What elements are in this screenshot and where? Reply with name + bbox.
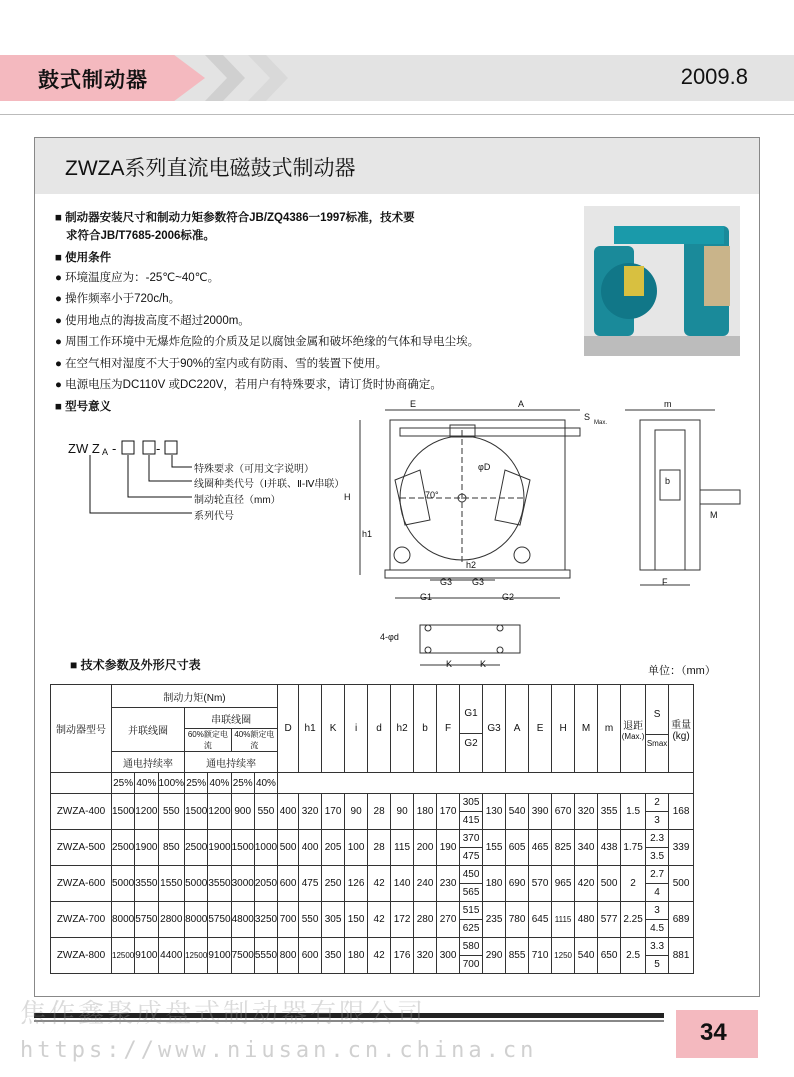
header-A: A [506,685,529,773]
header-duty-series: 通电持续率 [185,752,278,773]
smax-cell: 4 [646,884,669,902]
dimension-cell: 42 [368,938,391,974]
header-rated60: 60%额定电流 [185,729,232,752]
torque-cell: 900 [231,794,254,830]
torque-cell: 850 [158,830,185,866]
torque-cell: 5550 [254,938,277,974]
header-K: K [322,685,345,773]
dimension-cell: 320 [299,794,322,830]
model-code: ZW Z [68,441,100,456]
model-meaning-item: 线圈种类代号（Ⅰ并联、Ⅱ-Ⅳ串联） [194,479,345,490]
spec-line: 求符合JB/T7685-2006标准。 [66,230,215,242]
smax-cell: 5 [646,956,669,974]
weight-cell: 339 [669,830,694,866]
dimension-cell: 475 [299,866,322,902]
s-cell: 3 [646,902,669,920]
header-retreat-label: 退距 [623,720,644,732]
dimension-cell: 115 [391,830,414,866]
svg-text:70°: 70° [425,490,439,500]
svg-text:M: M [710,510,718,520]
table-row [51,938,694,956]
dimension-cell: 438 [598,830,621,866]
svg-text:-: - [112,441,117,456]
spec-line: ● 周围工作环境中无爆炸危险的介质及足以腐蚀金属和破坏绝缘的气体和导电尘埃。 [55,336,480,348]
dimension-cell: 270 [437,902,460,938]
dimension-cell: 170 [322,794,345,830]
g1-cell: 305 [460,794,483,812]
dimension-cell: 650 [598,938,621,974]
header-G3: G3 [483,685,506,773]
header-Smax: Smax [646,739,668,748]
dimension-cell: 305 [322,902,345,938]
dimension-cell: 780 [506,902,529,938]
s-cell: 2.3 [646,830,669,848]
svg-text:b: b [665,476,671,486]
header-g1-g2 [460,685,483,773]
retreat-cell: 2.5 [621,938,646,974]
dimension-cell: 500 [278,830,299,866]
dimension-cell: 280 [414,902,437,938]
header-S-label: S [653,709,661,720]
svg-text:φD: φD [478,462,491,472]
dimension-cell: 320 [414,938,437,974]
model-cell: ZWZA-400 [51,794,112,830]
weight-cell: 689 [669,902,694,938]
dimension-cell: 28 [368,830,391,866]
table-row [51,902,694,920]
dimension-cell: 130 [483,794,506,830]
g1-cell: 370 [460,830,483,848]
s-cell: 2 [646,794,669,812]
torque-cell: 12500 [185,938,208,974]
page-number-box [676,1010,758,1058]
dimension-cell: 340 [575,830,598,866]
dimension-cell: 155 [483,830,506,866]
header-rated40: 40%额定电流 [231,729,278,752]
retreat-cell: 2.25 [621,902,646,938]
dimension-cell: 700 [278,902,299,938]
torque-cell: 1500 [185,794,208,830]
dimension-cell: 965 [552,866,575,902]
g2-cell: 415 [460,812,483,830]
dimension-cell: 550 [299,902,322,938]
brake-photo-illustration [584,206,740,356]
header-pct: 25% [185,773,208,794]
dimension-cell: 170 [437,794,460,830]
torque-cell: 1900 [135,830,158,866]
dimension-cell: 150 [345,902,368,938]
torque-cell: 9100 [135,938,158,974]
dimension-cell: 390 [529,794,552,830]
svg-text:G2: G2 [502,592,515,602]
weight-cell: 881 [669,938,694,974]
dimension-cell: 690 [506,866,529,902]
page-number: 34 [700,1019,727,1046]
svg-text:A: A [518,399,525,409]
header-M: M [575,685,598,773]
torque-cell: 5000 [185,866,208,902]
dimension-cell: 577 [598,902,621,938]
dimension-cell: 230 [437,866,460,902]
torque-cell: 2050 [254,866,277,902]
dimension-cell: 240 [414,866,437,902]
header-i: i [345,685,368,773]
dimension-cell: 42 [368,902,391,938]
header-b: b [414,685,437,773]
dimension-cell: 570 [529,866,552,902]
svg-text:4-φd: 4-φd [380,632,399,642]
table-section-title: ■ 技术参数及外形尺寸表 [70,658,201,672]
torque-cell: 5000 [112,866,135,902]
header-h1: h1 [299,685,322,773]
dimension-cell: 235 [483,902,506,938]
torque-cell: 1500 [112,794,135,830]
g1-cell: 515 [460,902,483,920]
header-G2: G2 [464,738,478,749]
svg-text:E: E [410,399,417,409]
svg-text:K: K [480,659,487,669]
torque-cell: 550 [158,794,185,830]
model-meaning-item: 特殊要求（可用文字说明） [194,464,314,475]
header-pct: 25% [231,773,254,794]
header-F: F [437,685,460,773]
torque-cell: 2500 [112,830,135,866]
dimension-cell: 190 [437,830,460,866]
header-date: 2009.8 [680,64,748,89]
spec-line: ● 电源电压为DC110V 或DC220V，若用户有特殊要求，请订货时协商确定。 [55,379,442,391]
retreat-cell: 2 [621,866,646,902]
svg-text:h1: h1 [362,529,373,539]
svg-text:F: F [662,577,668,587]
dimension-cell: 540 [506,794,529,830]
dimension-cell: 180 [414,794,437,830]
header-parallel: 并联线圈 [112,708,185,752]
torque-cell: 1500 [231,830,254,866]
dimension-cell: 320 [575,794,598,830]
smax-cell: 3 [646,812,669,830]
model-cell: ZWZA-600 [51,866,112,902]
torque-cell: 550 [254,794,277,830]
dimension-cell: 300 [437,938,460,974]
dimension-cell: 350 [322,938,345,974]
torque-cell: 4400 [158,938,185,974]
header-retreat-max: (Max.) [621,731,645,741]
unit-label: 单位：（mm） [648,665,716,677]
dimension-cell: 420 [575,866,598,902]
dimension-cell: 645 [529,902,552,938]
svg-text:-: - [156,441,161,456]
header-weight-unit: (kg) [672,730,690,742]
dimension-cell: 90 [391,794,414,830]
dimension-cell: 500 [598,866,621,902]
table-row [51,830,694,848]
dimension-cell: 290 [483,938,506,974]
dimension-cell: 176 [391,938,414,974]
table-row [51,794,694,812]
watermark-url: https://www.niusan.cn.china.cn [20,1038,538,1063]
svg-text:A: A [102,447,109,457]
dimension-cell: 800 [278,938,299,974]
dimension-cell: 172 [391,902,414,938]
header-h2: h2 [391,685,414,773]
g2-cell: 475 [460,848,483,866]
torque-cell: 9100 [208,938,231,974]
product-photo [584,206,740,356]
header-blank [51,773,112,794]
header-weight [669,685,694,773]
dimension-cell: 180 [483,866,506,902]
torque-cell: 7500 [231,938,254,974]
header-torque: 制动力矩(Nm) [112,685,278,708]
header-G1: G1 [464,708,478,719]
dimension-cell: 100 [345,830,368,866]
torque-cell: 5750 [208,902,231,938]
header-retreat [621,685,646,773]
watermark-company: 焦作鑫聚成盘式制动器有限公司 [20,998,427,1028]
spec-heading: ■ 型号意义 [55,401,112,413]
header-E: E [529,685,552,773]
dimension-cell: 480 [575,902,598,938]
g2-cell: 565 [460,884,483,902]
dimension-cell: 465 [529,830,552,866]
smax-cell: 4.5 [646,920,669,938]
dimension-cell: 400 [278,794,299,830]
model-meaning-item: 制动轮直径（mm） [194,495,281,506]
table-row [51,866,694,884]
dimension-cell: 250 [322,866,345,902]
svg-text:G1: G1 [420,592,433,602]
header-pct: 40% [208,773,231,794]
svg-text:G3: G3 [472,577,485,587]
s-cell: 3.3 [646,938,669,956]
header-m: m [598,685,621,773]
header-pct: 40% [135,773,158,794]
spec-heading: ■ 使用条件 [55,252,112,264]
header-divider [0,114,794,115]
g2-cell: 700 [460,956,483,974]
model-cell: ZWZA-800 [51,938,112,974]
spec-line: ● 操作频率小于720c/h。 [55,293,181,305]
header-weight-label: 重量 [671,719,692,731]
dimension-cell: 670 [552,794,575,830]
model-cell: ZWZA-500 [51,830,112,866]
torque-cell: 1550 [158,866,185,902]
torque-cell: 2800 [158,902,185,938]
header-pct: 40% [254,773,277,794]
torque-cell: 2500 [185,830,208,866]
dimension-cell: 600 [278,866,299,902]
torque-cell: 4800 [231,902,254,938]
dimension-cell: 28 [368,794,391,830]
dimension-cell: 540 [575,938,598,974]
svg-text:h2: h2 [466,560,477,570]
dimension-cell: 710 [529,938,552,974]
torque-cell: 8000 [112,902,135,938]
torque-cell: 3550 [208,866,231,902]
torque-cell: 12500 [112,938,135,974]
header-S [646,685,669,773]
torque-cell: 8000 [185,902,208,938]
product-title-bar [35,138,759,194]
dimension-cell: 600 [299,938,322,974]
retreat-cell: 1.75 [621,830,646,866]
spec-table [50,684,694,974]
torque-cell: 3250 [254,902,277,938]
retreat-cell: 1.5 [621,794,646,830]
torque-cell: 3000 [231,866,254,902]
header-blank [278,773,694,794]
svg-text:H: H [344,492,351,502]
torque-cell: 5750 [135,902,158,938]
dimension-cell: 855 [506,938,529,974]
spec-line: ■ 制动器安装尺寸和制动力矩参数符合JB/ZQ4386一1997标准，技术要 [55,212,415,224]
torque-cell: 1000 [254,830,277,866]
smax-cell: 3.5 [646,848,669,866]
svg-text:S: S [584,412,591,422]
header-D: D [278,685,299,773]
header-pct: 25% [112,773,135,794]
dimension-cell: 180 [345,938,368,974]
header-category: 鼓式制动器 [38,69,148,92]
weight-cell: 168 [669,794,694,830]
torque-cell: 3550 [135,866,158,902]
torque-cell: 1200 [208,794,231,830]
spec-line: ● 在空气相对湿度不大于90%的室内或有防雨、雪的装置下使用。 [55,358,388,370]
dimension-cell: 825 [552,830,575,866]
header-pct: 100% [158,773,185,794]
dimension-cell: 1115 [552,902,575,938]
spec-line: ● 使用地点的海拔高度不超过2000m。 [55,315,250,327]
weight-cell: 500 [669,866,694,902]
dimension-cell: 1250 [552,938,575,974]
svg-text:K: K [446,659,453,669]
g1-cell: 580 [460,938,483,956]
dimension-cell: 126 [345,866,368,902]
dimension-cell: 200 [414,830,437,866]
header-duty-parallel: 通电持续率 [112,752,185,773]
dimension-cell: 205 [322,830,345,866]
svg-text:Max.: Max. [594,420,608,426]
header-d: d [368,685,391,773]
svg-text:G3: G3 [440,577,453,587]
header-series: 串联线圈 [185,708,278,729]
dimension-cell: 400 [299,830,322,866]
dimension-cell: 140 [391,866,414,902]
g1-cell: 450 [460,866,483,884]
product-title: ZWZA系列直流电磁鼓式制动器 [65,157,356,180]
s-cell: 2.7 [646,866,669,884]
dimension-cell: 355 [598,794,621,830]
header-model: 制动器型号 [51,685,112,773]
dimension-cell: 605 [506,830,529,866]
dimension-cell: 90 [345,794,368,830]
dimension-cell: 42 [368,866,391,902]
g2-cell: 625 [460,920,483,938]
model-cell: ZWZA-700 [51,902,112,938]
spec-line: ● 环境温度应为：-25℃~40℃。 [55,272,220,284]
model-meaning-item: 系列代号 [194,511,234,522]
torque-cell: 1900 [208,830,231,866]
svg-text:m: m [664,399,672,409]
header-H: H [552,685,575,773]
torque-cell: 1200 [135,794,158,830]
